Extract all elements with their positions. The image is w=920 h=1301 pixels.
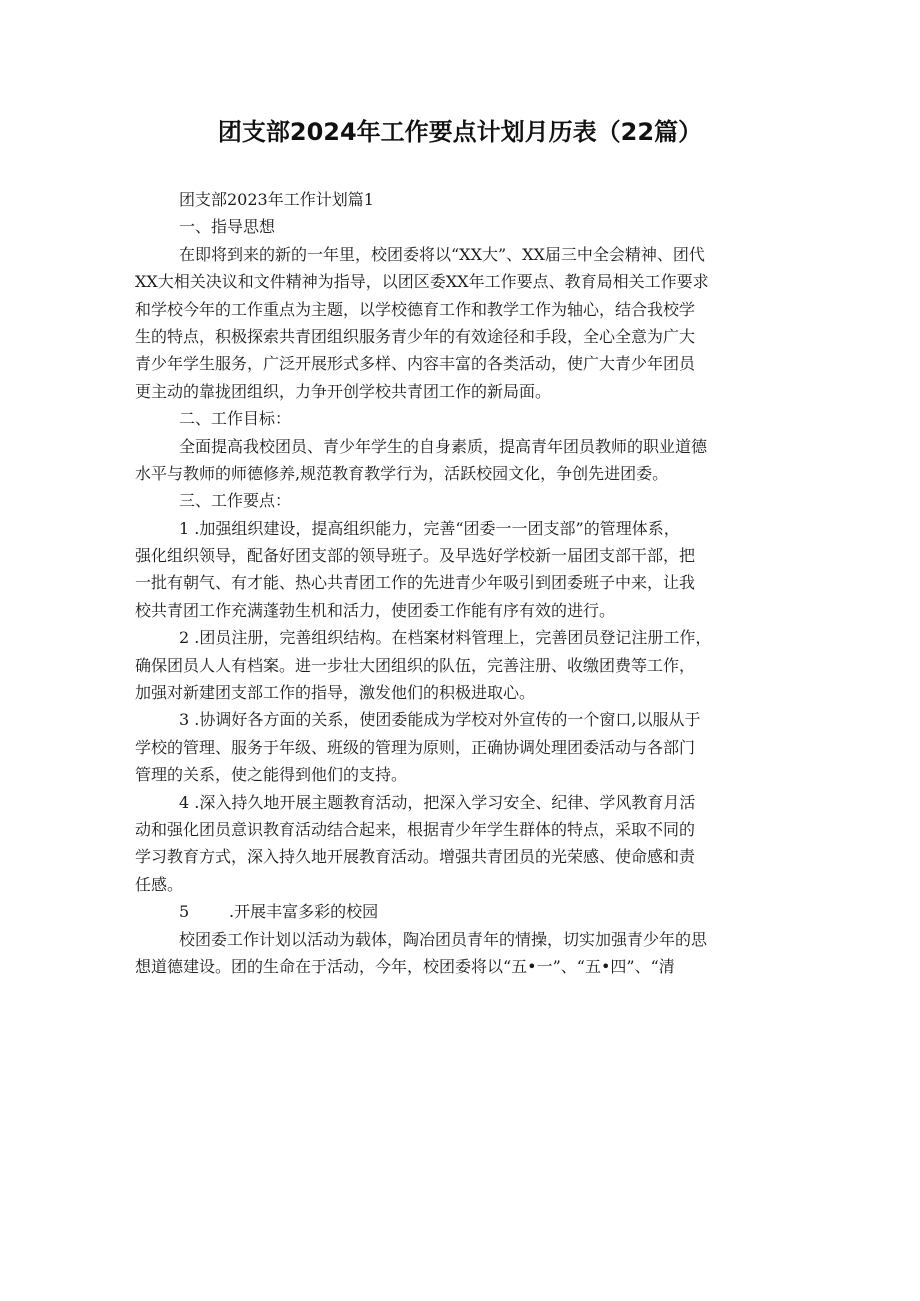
list-item-5-text: .开展丰富多彩的校园 [229, 902, 379, 922]
heading-guiding-ideology: 一、指导思想 [179, 217, 276, 237]
paragraph-line: 任感。 [135, 874, 184, 894]
paragraph-line: 青少年学生服务，广泛开展形式多样、内容丰富的各类活动，使广大青少年团员 [135, 354, 696, 374]
paragraph-line: 确保团员人人有档案。进一步壮大团组织的队伍，完善注册、收缴团费等工作， [135, 655, 696, 675]
paragraph-line: 和学校今年的工作重点为主题，以学校德育工作和教学工作为轴心，结合我校学 [135, 299, 696, 319]
document-title: 团支部2024年工作要点计划月历表（22篇） [217, 118, 703, 146]
list-item-3: 3 .协调好各方面的关系，使团委能成为学校对外宣传的一个窗口,以服从于 [179, 710, 701, 730]
heading-work-goals: 二、工作目标： [179, 409, 292, 429]
paragraph-line: 校共青团工作充满蓬勃生机和活力，使团委工作能有序有效的进行。 [135, 600, 616, 620]
section-heading: 团支部2023年工作计划篇1 [179, 190, 374, 209]
paragraph-line: 学习教育方式，深入持久地开展教育活动。增强共青团员的光荣感、使命感和责 [135, 847, 696, 867]
paragraph-line: 全面提高我校团员、青少年学生的自身素质，提高青年团员教师的职业道德 [179, 436, 708, 456]
paragraph-line: 学校的管理、服务于年级、班级的管理为原则，正确协调处理团委活动与各部门 [135, 737, 696, 757]
paragraph-line: 管理的关系，使之能得到他们的支持。 [135, 765, 408, 785]
paragraph-line: 在即将到来的新的一年里，校团委将以“XX大”、XX届三中全会精神、团代 [179, 244, 705, 264]
list-item-2: 2 .团员注册，完善组织结构。在档案材料管理上，完善团员登记注册工作， [179, 628, 712, 648]
paragraph-line: 水平与教师的师德修养,规范教育教学行为，活跃校园文化，争创先进团委。 [135, 463, 669, 483]
paragraph-line: 强化组织领导，配备好团支部的领导班子。及早选好学校新一届团支部干部，把 [135, 546, 696, 566]
paragraph-line: 生的特点，积极探索共青团组织服务青少年的有效途径和手段，全心全意为广大 [135, 326, 696, 346]
paragraph-line: 加强对新建团支部工作的指导，激发他们的积极进取心。 [135, 683, 536, 703]
paragraph-line: 校团委工作计划以活动为载体，陶冶团员青年的情操，切实加强青少年的思 [179, 929, 708, 949]
paragraph-line: 动和强化团员意识教育活动结合起来，根据青少年学生群体的特点，采取不同的 [135, 819, 696, 839]
paragraph-line: XX大相关决议和文件精神为指导，以团区委XX年工作要点、教育局相关工作要求 [135, 272, 709, 292]
paragraph-line: 一批有朝气、有才能、热心共青团工作的先进青少年吸引到团委班子中来，让我 [135, 573, 696, 593]
paragraph-line: 更主动的靠拢团组织，力争开创学校共青团工作的新局面。 [135, 381, 552, 401]
list-item-5-number: 5 [179, 902, 190, 922]
paragraph-line: 想道德建设。团的生命在于活动，今年，校团委将以“五•一”、“五•四”、“清 [135, 956, 675, 976]
list-item-5 [135, 898, 790, 925]
list-item-1: 1 .加强组织建设，提高组织能力，完善“团委一一团支部”的管理体系， [179, 518, 680, 538]
list-item-4: 4 .深入持久地开展主题教育活动，把深入学习安全、纪律、学风教育月活 [179, 792, 696, 812]
document-body [135, 186, 790, 980]
heading-work-points: 三、工作要点： [179, 491, 292, 511]
